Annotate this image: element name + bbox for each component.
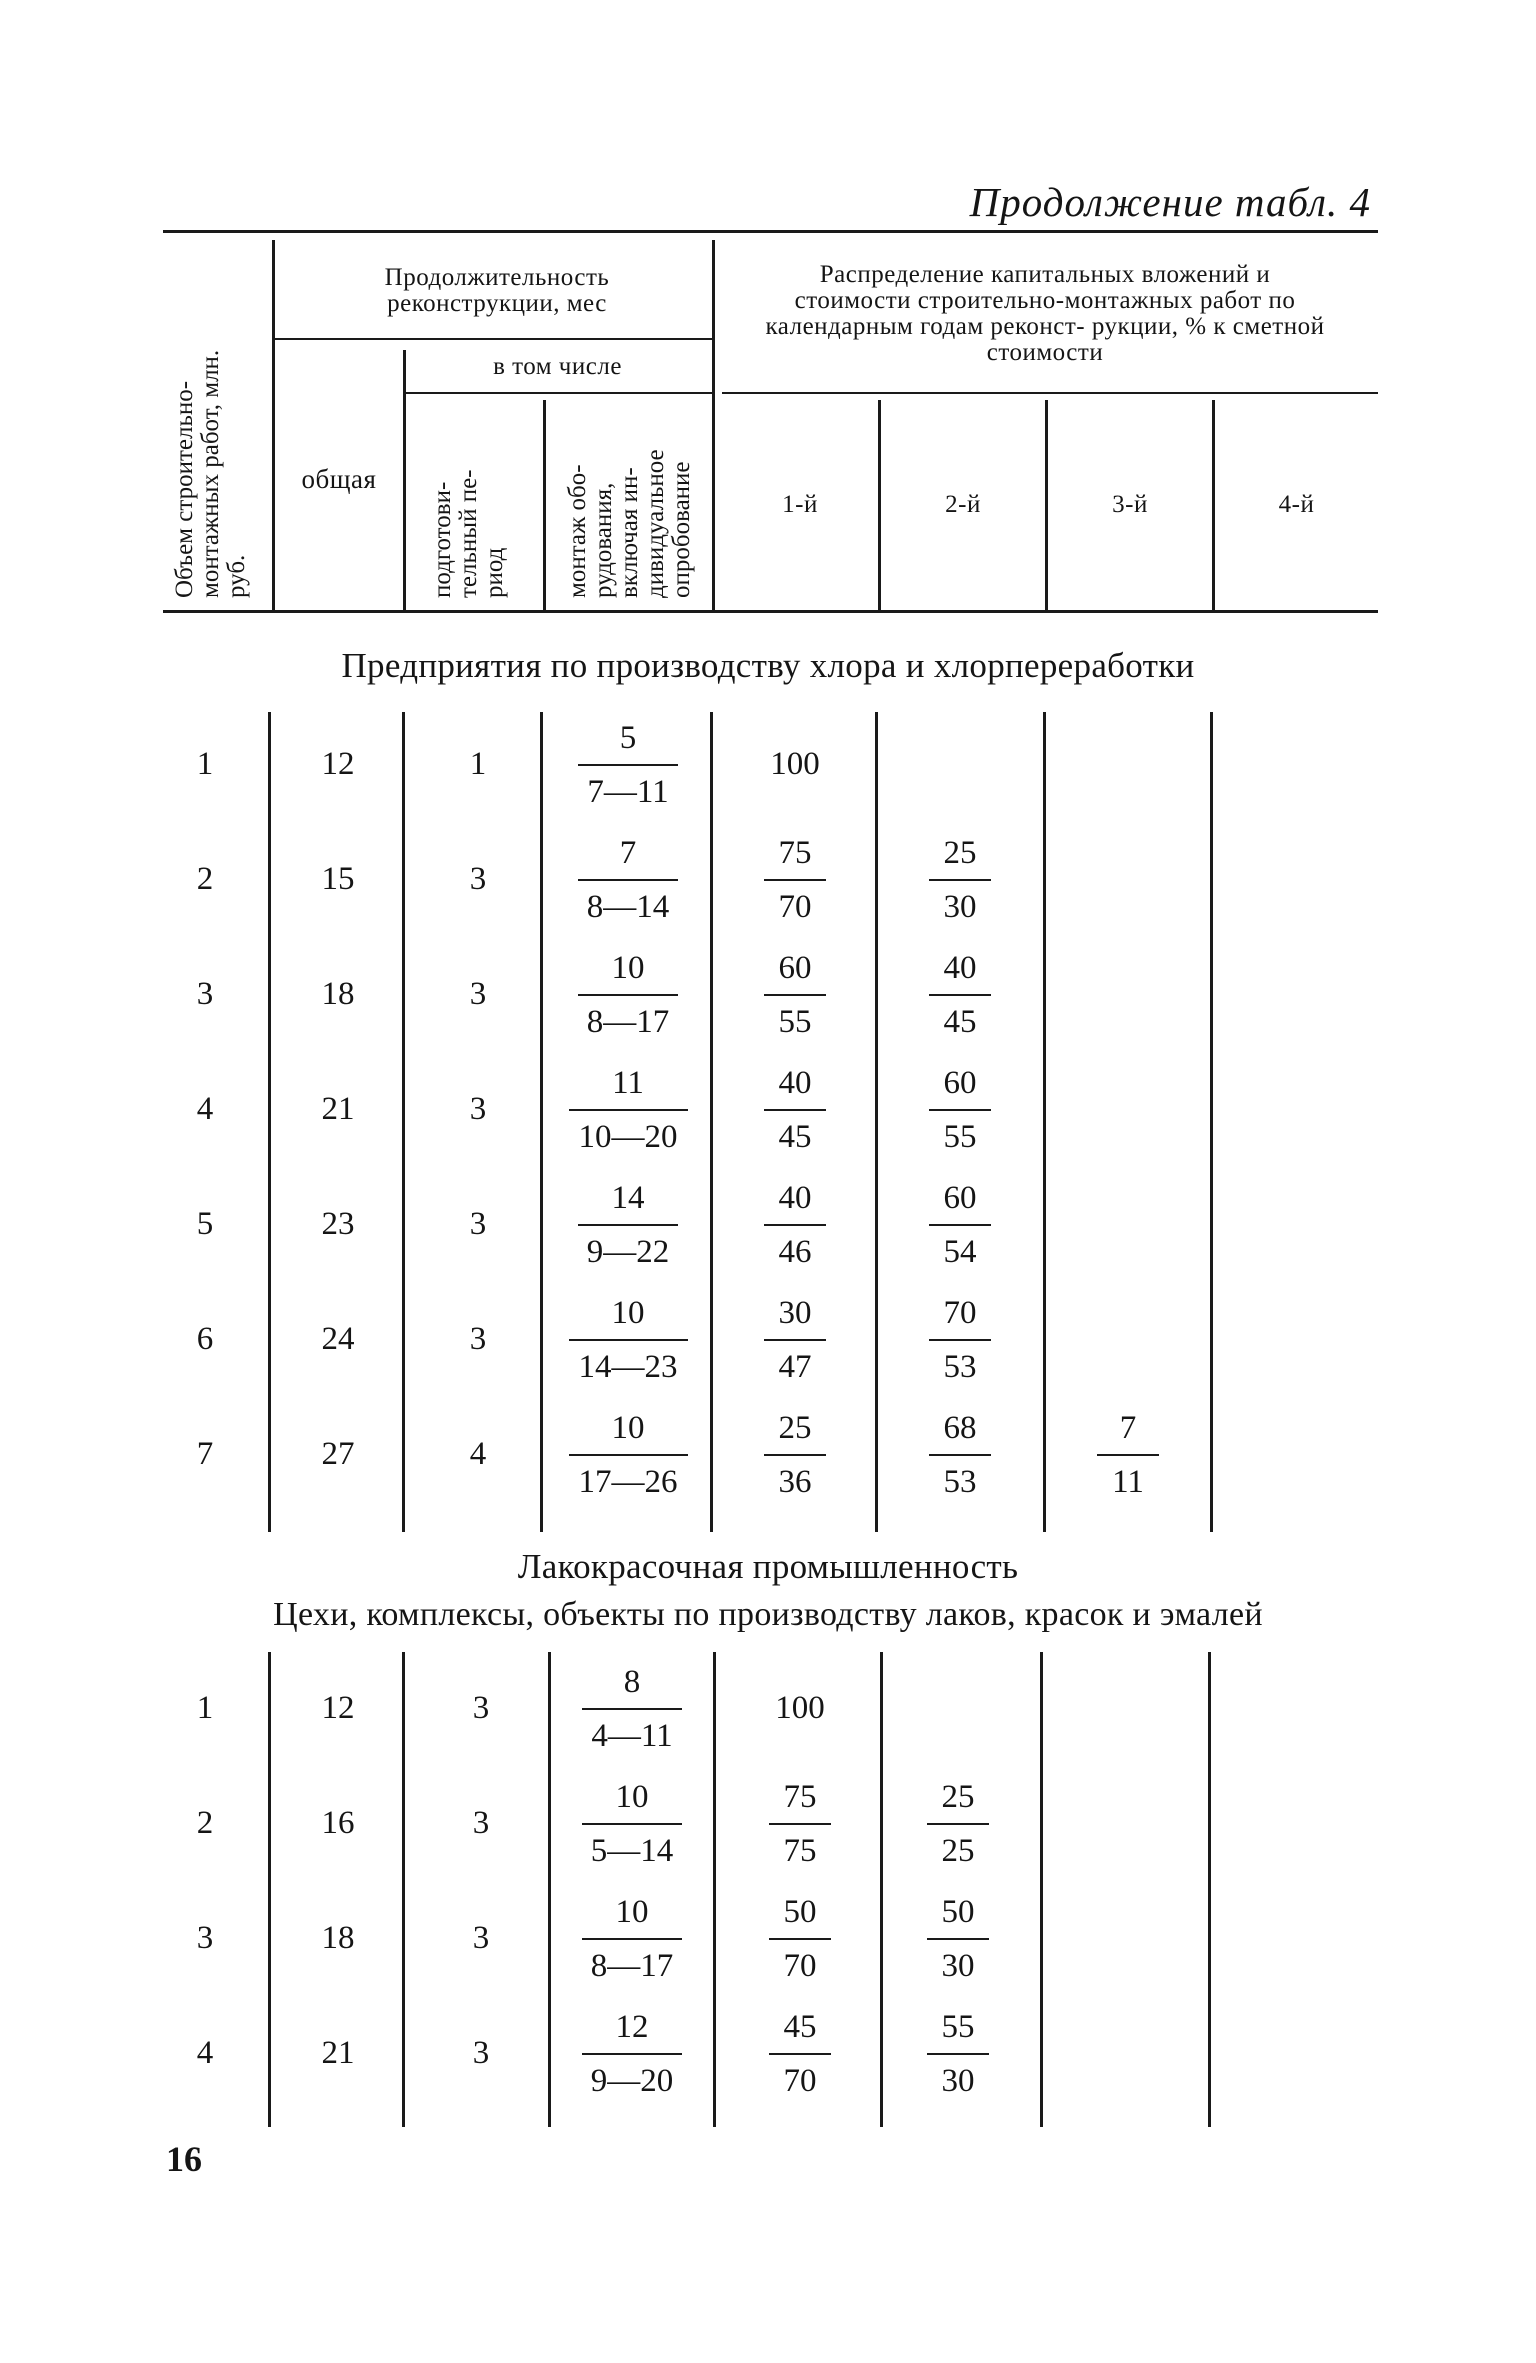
cell-year-2-fraction-bar [929, 994, 991, 996]
header-prep-line: подготови- [429, 481, 456, 598]
cell-total-duration: 18 [321, 1920, 355, 1956]
cell-total-duration: 21 [321, 1091, 355, 1127]
cell-install-denominator: 5—14 [590, 1833, 674, 1869]
column-divider [402, 1652, 405, 2127]
header-install [565, 449, 695, 598]
cell-year-3-fraction-bar [1097, 1454, 1159, 1456]
header-year-1: 1-й [782, 491, 818, 518]
column-divider [402, 712, 405, 1532]
cell-install-numerator: 11 [612, 1065, 644, 1101]
cell-prep-period: 1 [469, 746, 487, 782]
cell-install-denominator: 17—26 [578, 1464, 678, 1500]
cell-install [572, 1778, 692, 1870]
cell-year-1-denominator: 70 [783, 1948, 817, 1984]
column-divider [1040, 1652, 1043, 2127]
cell-total-duration: 23 [321, 1206, 355, 1242]
cell-year-2-fraction-bar [929, 1109, 991, 1111]
header-duration-title: Продолжительность реконструкции, мес [384, 264, 610, 317]
cell-install [572, 2008, 692, 2100]
cell-install-fraction-bar [569, 1339, 688, 1341]
cell-install [568, 834, 688, 926]
cell-year-2-numerator: 60 [943, 1065, 977, 1101]
cell-year-2-denominator: 30 [941, 2063, 975, 2099]
cell-year-1-denominator: 47 [778, 1349, 812, 1385]
cell-install-fraction-bar [569, 1454, 688, 1456]
cell-year-1-fraction-bar [764, 1454, 826, 1456]
cell-volume: 1 [196, 746, 214, 782]
cell-prep-period: 3 [472, 1920, 490, 1956]
cell-year-1-fraction-bar [764, 1109, 826, 1111]
cell-install-fraction-bar [582, 1708, 682, 1710]
column-divider [1210, 712, 1213, 1532]
cell-year-1: 100 [775, 1690, 825, 1726]
cell-prep-period: 4 [469, 1436, 487, 1472]
cell-year-2-numerator: 68 [943, 1410, 977, 1446]
cell-year-1 [740, 2008, 860, 2100]
cell-year-2 [900, 1064, 1020, 1156]
column-divider [268, 1652, 271, 2127]
cell-install [568, 719, 688, 811]
cell-year-2 [900, 1179, 1020, 1271]
table-continuation-caption: Продолжение табл. 4 [969, 179, 1371, 225]
header-install-line: дивидуальное [642, 449, 669, 598]
cell-install-numerator: 10 [611, 1295, 645, 1331]
cell-volume: 3 [196, 976, 214, 1012]
cell-install-denominator: 8—17 [590, 1948, 674, 1984]
header-year-3: 3-й [1112, 491, 1148, 518]
cell-year-2 [898, 2008, 1018, 2100]
cell-year-2-fraction-bar [929, 879, 991, 881]
cell-year-1-denominator: 46 [778, 1234, 812, 1270]
cell-year-1 [740, 1893, 860, 1985]
cell-prep-period: 3 [469, 861, 487, 897]
header-year-4: 4-й [1278, 491, 1315, 518]
header-distribution-title: Распределение капитальных вложений и стоимости строительно-монтажных работ по календарным годам реконст- рукции, % к сметной стоимости [765, 261, 1325, 366]
cell-year-2-denominator: 45 [943, 1004, 977, 1040]
cell-prep-period: 3 [472, 2035, 490, 2071]
cell-year-3-numerator: 7 [1119, 1410, 1137, 1446]
cell-year-1: 100 [770, 746, 820, 782]
cell-year-1-fraction-bar [764, 879, 826, 881]
column-divider [548, 1652, 551, 2127]
cell-year-2-denominator: 30 [941, 1948, 975, 1984]
cell-year-1-denominator: 70 [778, 889, 812, 925]
cell-year-2-denominator: 53 [943, 1349, 977, 1385]
header-subrule [272, 338, 712, 340]
cell-year-1-fraction-bar [764, 1224, 826, 1226]
cell-total-duration: 21 [321, 2035, 355, 2071]
cell-year-2 [900, 1409, 1020, 1501]
cell-year-2-numerator: 25 [941, 1779, 975, 1815]
header-subrule [722, 392, 1378, 394]
cell-year-2-fraction-bar [929, 1339, 991, 1341]
cell-year-1-fraction-bar [764, 1339, 826, 1341]
cell-year-3 [1068, 1409, 1188, 1501]
cell-prep-period: 3 [469, 1091, 487, 1127]
cell-year-1 [735, 1294, 855, 1386]
page-number: 16 [166, 2139, 202, 2179]
cell-year-1-numerator: 75 [778, 835, 812, 871]
cell-year-1-numerator: 75 [783, 1779, 817, 1815]
cell-total-duration: 16 [321, 1805, 355, 1841]
cell-year-2 [900, 834, 1020, 926]
cell-install-fraction-bar [578, 879, 678, 881]
cell-total-duration: 12 [321, 1690, 355, 1726]
cell-year-1 [735, 834, 855, 926]
cell-year-1-numerator: 60 [778, 950, 812, 986]
cell-year-1 [735, 1064, 855, 1156]
cell-prep-period: 3 [472, 1690, 490, 1726]
cell-install-numerator: 14 [611, 1180, 645, 1216]
header-volume-line: руб. [223, 554, 250, 598]
cell-year-2-numerator: 60 [943, 1180, 977, 1216]
header-top-rule [163, 230, 1378, 233]
cell-prep-period: 3 [469, 1321, 487, 1357]
header-subrule [403, 392, 712, 394]
cell-install [572, 1893, 692, 1985]
cell-install-denominator: 8—14 [586, 889, 670, 925]
cell-year-1-fraction-bar [769, 1938, 831, 1940]
header-divider [272, 240, 275, 610]
cell-year-1-denominator: 55 [778, 1004, 812, 1040]
cell-year-1-fraction-bar [769, 2053, 831, 2055]
cell-year-2 [900, 1294, 1020, 1386]
column-divider [880, 1652, 883, 2127]
cell-year-2-denominator: 53 [943, 1464, 977, 1500]
header-prep-line: тельный пе- [455, 469, 482, 598]
cell-install [568, 1294, 688, 1386]
cell-year-2-denominator: 54 [943, 1234, 977, 1270]
cell-install [568, 1179, 688, 1271]
cell-year-2-fraction-bar [927, 2053, 989, 2055]
cell-install-fraction-bar [582, 1823, 682, 1825]
cell-volume: 2 [196, 861, 214, 897]
cell-year-1-denominator: 70 [783, 2063, 817, 2099]
header-prep [430, 469, 508, 598]
cell-year-3-denominator: 11 [1112, 1464, 1144, 1500]
cell-year-2-denominator: 25 [941, 1833, 975, 1869]
cell-year-2-fraction-bar [927, 1938, 989, 1940]
cell-volume: 2 [196, 1805, 214, 1841]
cell-total-duration: 18 [321, 976, 355, 1012]
section-subtitle: Цехи, комплексы, объекты по производству лаков, красок и эмалей [273, 1596, 1263, 1633]
cell-install-numerator: 7 [619, 835, 637, 871]
header-volume-line: Объем строительно- [171, 380, 198, 598]
cell-install-numerator: 8 [623, 1664, 641, 1700]
column-divider [713, 1652, 716, 2127]
cell-total-duration: 12 [321, 746, 355, 782]
header-bottom-rule [163, 610, 1378, 613]
cell-year-2-numerator: 70 [943, 1295, 977, 1331]
cell-year-1-fraction-bar [769, 1823, 831, 1825]
header-divider [403, 350, 406, 610]
cell-prep-period: 3 [472, 1805, 490, 1841]
cell-year-2-numerator: 40 [943, 950, 977, 986]
cell-year-1 [740, 1778, 860, 1870]
cell-install-numerator: 12 [615, 2009, 649, 2045]
cell-year-1-numerator: 45 [783, 2009, 817, 2045]
header-install-line: рудования, [590, 482, 617, 598]
cell-year-1-numerator: 30 [778, 1295, 812, 1331]
header-including: в том числе [493, 353, 622, 380]
cell-year-1 [735, 1179, 855, 1271]
cell-install-fraction-bar [578, 994, 678, 996]
cell-install-denominator: 10—20 [578, 1119, 678, 1155]
cell-install [572, 1663, 692, 1755]
cell-install-fraction-bar [569, 1109, 688, 1111]
cell-prep-period: 3 [469, 1206, 487, 1242]
cell-install-fraction-bar [582, 1938, 682, 1940]
cell-install-numerator: 5 [619, 720, 637, 756]
cell-install [568, 1064, 688, 1156]
header-prep-line: риод [481, 547, 508, 598]
cell-year-2-fraction-bar [929, 1454, 991, 1456]
cell-install [568, 1409, 688, 1501]
cell-year-2-fraction-bar [929, 1224, 991, 1226]
cell-install-denominator: 7—11 [587, 774, 669, 810]
column-divider [875, 712, 878, 1532]
column-divider [710, 712, 713, 1532]
cell-year-1-denominator: 36 [778, 1464, 812, 1500]
cell-volume: 6 [196, 1321, 214, 1357]
cell-install-denominator: 9—20 [590, 2063, 674, 2099]
cell-year-2-denominator: 55 [943, 1119, 977, 1155]
cell-install-fraction-bar [582, 2053, 682, 2055]
cell-year-2 [898, 1893, 1018, 1985]
header-volume-line: монтажных работ, млн. [197, 349, 224, 598]
cell-install [568, 949, 688, 1041]
cell-year-1-denominator: 45 [778, 1119, 812, 1155]
cell-install-numerator: 10 [611, 950, 645, 986]
cell-year-2-denominator: 30 [943, 889, 977, 925]
cell-install-fraction-bar [578, 1224, 678, 1226]
cell-install-numerator: 10 [615, 1894, 649, 1930]
column-divider [268, 712, 271, 1532]
header-install-line: монтаж обо- [564, 464, 591, 598]
cell-install-numerator: 10 [611, 1410, 645, 1446]
header-year-2: 2-й [945, 491, 981, 518]
cell-prep-period: 3 [469, 976, 487, 1012]
cell-install-fraction-bar [578, 764, 678, 766]
cell-volume: 3 [196, 1920, 214, 1956]
cell-year-2 [898, 1778, 1018, 1870]
cell-year-1-fraction-bar [764, 994, 826, 996]
cell-year-2 [900, 949, 1020, 1041]
header-install-line: включая ин- [616, 467, 643, 598]
header-divider [543, 400, 546, 610]
column-divider [1043, 712, 1046, 1532]
cell-year-1-numerator: 40 [778, 1065, 812, 1101]
section-title: Предприятия по производству хлора и хлорпереработки [341, 646, 1195, 685]
section-title: Лакокрасочная промышленность [517, 1547, 1019, 1586]
cell-install-denominator: 8—17 [586, 1004, 670, 1040]
cell-install-denominator: 9—22 [586, 1234, 670, 1270]
cell-total-duration: 24 [321, 1321, 355, 1357]
header-divider [712, 240, 715, 610]
column-divider [540, 712, 543, 1532]
cell-volume: 7 [196, 1436, 214, 1472]
cell-year-1-numerator: 50 [783, 1894, 817, 1930]
cell-total-duration: 15 [321, 861, 355, 897]
header-install-line: опробование [668, 461, 695, 598]
cell-year-2-numerator: 50 [941, 1894, 975, 1930]
cell-volume: 5 [196, 1206, 214, 1242]
cell-install-numerator: 10 [615, 1779, 649, 1815]
cell-total-duration: 27 [321, 1436, 355, 1472]
cell-volume: 4 [196, 2035, 214, 2071]
cell-year-1 [735, 1409, 855, 1501]
cell-volume: 1 [196, 1690, 214, 1726]
cell-year-1-numerator: 40 [778, 1180, 812, 1216]
cell-year-1-numerator: 25 [778, 1410, 812, 1446]
cell-year-2-fraction-bar [927, 1823, 989, 1825]
header-volume [172, 350, 250, 598]
cell-volume: 4 [196, 1091, 214, 1127]
cell-year-1 [735, 949, 855, 1041]
cell-install-denominator: 4—11 [591, 1718, 673, 1754]
cell-year-2-numerator: 25 [943, 835, 977, 871]
header-total: общая [301, 464, 377, 494]
cell-install-denominator: 14—23 [578, 1349, 678, 1385]
column-divider [1208, 1652, 1211, 2127]
cell-year-1-denominator: 75 [783, 1833, 817, 1869]
cell-year-2-numerator: 55 [941, 2009, 975, 2045]
